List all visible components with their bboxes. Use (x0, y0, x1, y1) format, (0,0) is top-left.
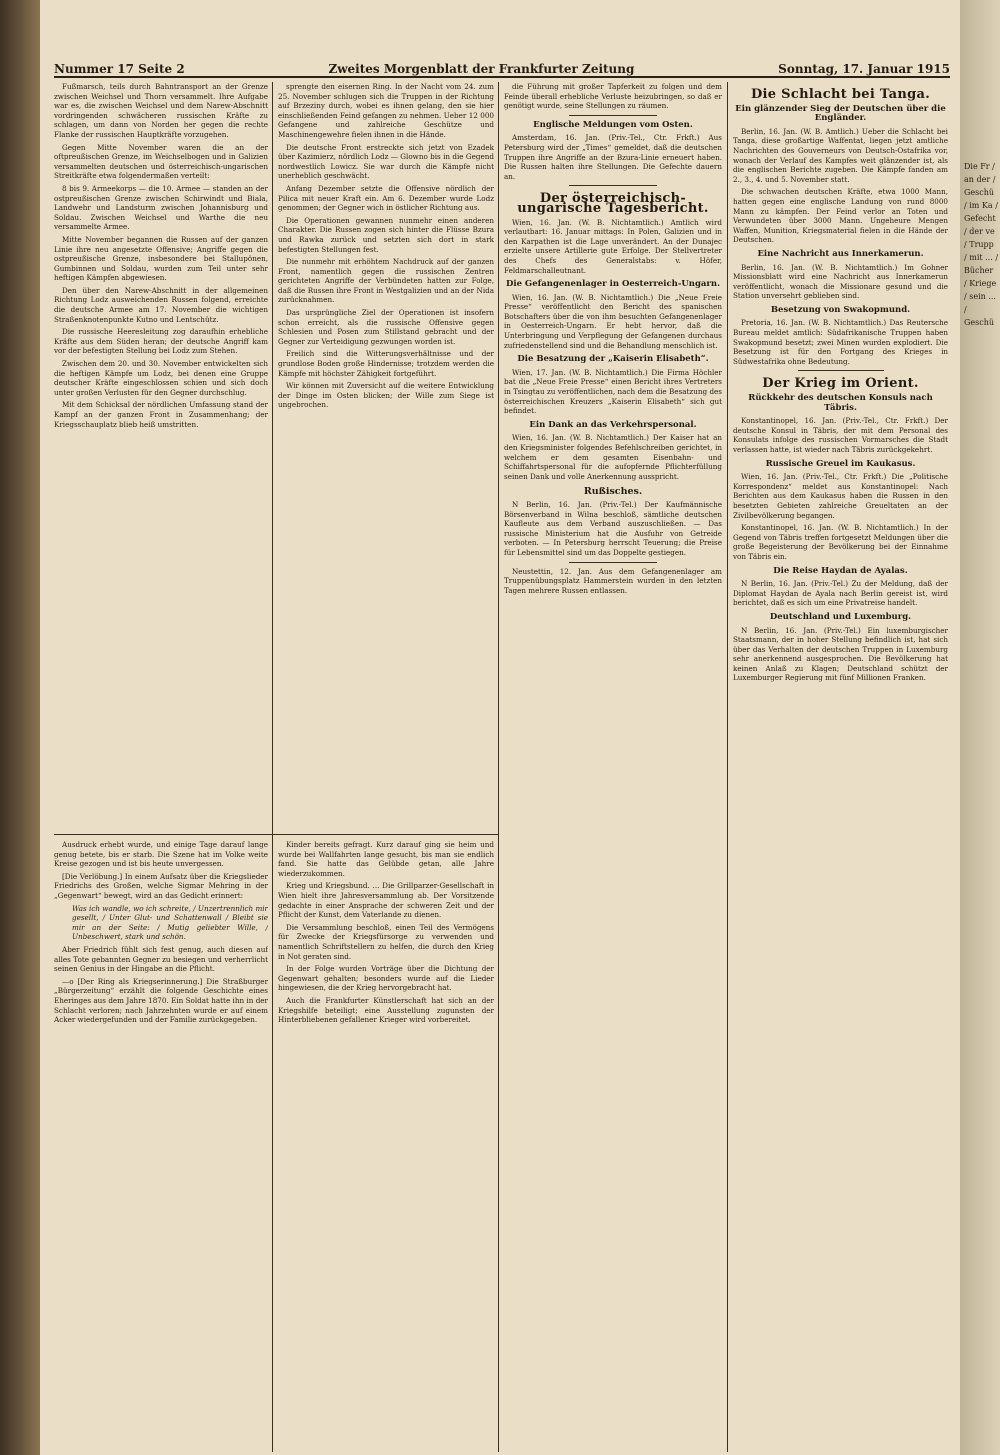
article-paragraph: Die russische Heeresleitung zog daraufhin erhebliche Kräfte aus dem Süden heran; der deutsche Angriff kam vor der befestigten Stellung bei Lodz zum Stehen. (54, 327, 268, 356)
header-date: Sonntag, 17. Januar 1915 (778, 62, 950, 76)
article-paragraph: Wien, 16. Jan. (W. B. Nichtamtlich.) Die „Neue Freie Presse“ veröffentlicht den Bericht des spanischen Botschafters über die von ihm besuchten Gefangenenlager in Oesterreich-Ungarn. Er hebt hervor, daß die Unterbringung und Verpflegung der Gefangenen durchaus zufriedenstellend sind und die Behandlung menschlich ist. (504, 292, 722, 350)
article-paragraph: Berlin, 16. Jan. (W. B. Nichtamtlich.) Im Gohner Missionsblatt wird eine Nachricht aus Innerkamerun veröffentlicht, wonach die Missionare gesund und die Station unversehrt geblieben sind. (733, 262, 948, 301)
column-4 (733, 82, 948, 1422)
article-paragraph: Fußmarsch, teils durch Bahntransport an der Grenze zwischen Weichsel und Thorn versammelt. Ihre Aufgabe war es, die zwischen Weichsel und dem Narew-Abschnitt vordringenden schwächeren russischen Kräfte zu schlagen, um dann von Norden her gegen die rechte Flanke der russischen Hauptkräfte vorzugehen. (54, 82, 268, 139)
separator (569, 115, 656, 116)
article-paragraph: Das ursprüngliche Ziel der Operationen ist insofern schon erreicht, als die russische Offensive gegen Schlesien und Posen zum Stillstand gebracht und der Gegner zur Verteidigung gezwungen worden ist. (278, 308, 494, 346)
article-paragraph: Pretoria, 16. Jan. (W. B. Nichtamtlich.) Das Reutersche Bureau meldet amtlich: Südafrikanische Truppen haben Swakopmund besetzt; zwei Minen wurden explodiert. Die Besetzung ist für den Fortgang des Krieges in Südwestafrika ohne Bedeutung. (733, 318, 948, 366)
article-paragraph: Mit dem Schicksal der nördlichen Umfassung stand der Kampf an der ganzen Front in Zusammenhang; der Kriegsschauplatz blieb heiß umstritten. (54, 400, 268, 429)
feuilleton-paragraph: In der Folge wurden Vorträge über die Dichtung der Gegenwart gehalten; besonders wurde auf die Lieder hingewiesen, die der Krieg hervorgebracht hat. (278, 964, 494, 993)
article-paragraph: Die schwachen deutschen Kräfte, etwa 1000 Mann, hatten gegen eine englische Landung von rund 8000 Mann zu kämpfen. Der Feind verlor an Toten und Verwundeten über 3000 Mann. Ungeheure Mengen Waffen, Munition, Kriegsmaterial fielen in die Hände der Deutschen. (733, 187, 948, 245)
feuilleton-paragraph: Die Versammlung beschloß, einen Teil des Vermögens für Zwecke der Kriegsfürsorge zu verwenden und namentlich Schriftstellern zu helfen, die durch den Krieg in Not geraten sind. (278, 922, 494, 961)
feuilleton-column-a (54, 840, 268, 1415)
article-paragraph: 8 bis 9. Armeekorps — die 10. Armee — standen an der ostpreußischen Grenze zwischen Schirwindt und Biala, Landwehr und Landsturm zwischen Johannisburg und Soldau. Zwischen Weichsel und Warthe die neu versammelte Armee. (54, 183, 268, 232)
article-paragraph: Wir können mit Zuversicht auf die weitere Entwicklung der Dinge im Osten blicken; der Wille zum Siege ist ungebrochen. (278, 381, 494, 410)
article-paragraph: Zwischen dem 20. und 30. November entwickelten sich die heftigen Kämpfe um Lodz, bei denen eine Gruppe deutscher Kräfte eingeschlossen schien und sich doch unter großen Verlusten für den Gegner durchschlug. (54, 359, 268, 397)
separator (569, 562, 656, 563)
separator (798, 370, 884, 371)
article-paragraph: Wien, 16. Jan. (Priv.-Tel., Ctr. Frkft.) Die „Politische Korrespondenz“ meldet aus Konstantinopel: Nach Berichten aus dem Kaukasus haben die Russen in den besetzten Gebieten zahlreiche Greueltaten an der Zivilbevölkerung begangen. (733, 472, 948, 520)
article-paragraph: Neustettin, 12. Jan. Aus dem Gefangenenlager am Truppenübungsplatz Hammerstein wurden in den letzten Tagen mehrere Russen entlassen. (504, 566, 722, 595)
headline-inner-kamerun: Eine Nachricht aus Innerkamerun. (757, 248, 924, 259)
feuilleton-paragraph: Ausdruck erhebt wurde, und einige Tage darauf lange genug betete, bis er starb. Die Szene hat im Volke weite Kreise gezogen und ist bis heute unvergessen. (54, 840, 268, 869)
feuilleton-paragraph: Auch die Frankfurter Künstlerschaft hat sich an der Kriegshilfe beteiligt; eine Ausstellung zugunsten der Hinterbliebenen gefallener Krieger wird vorbereitet. (278, 995, 494, 1025)
article-paragraph: Berlin, 16. Jan. (W. B. Amtlich.) Ueber die Schlacht bei Tanga, diese großartige Waffentat, liegen jetzt amtliche Nachrichten des Gouverneurs von Deutsch-Ostafrika vor, wonach der Verlauf des Kampfes weit glänzender ist, als die englischen Berichte zugeben. Die Kämpfe fanden am 2., 3., 4. und 5. November statt. (733, 126, 948, 184)
header-page-number: Nummer 17 Seite 2 (54, 62, 185, 76)
subheadline-tanga: Ein glänzender Sieg der Deutschen über die Engländer. (735, 103, 946, 124)
article-paragraph: Die Operationen gewannen nunmehr einen anderen Charakter. Die Russen zogen sich hinter die Flüsse Bzura und Rawka zurück und setzten sich dort in stark befestigten Stellungen fest. (278, 215, 494, 254)
headline-orient-war: Der Krieg im Orient. (762, 376, 919, 392)
facing-page-edge (960, 0, 1000, 1455)
feuilleton-paragraph: [Die Verlöbung.] In einem Aufsatz über die Kriegslieder Friedrichs des Großen, welche Sigmar Mehring in der „Gegenwart“ bewegt, wird an das Gedicht erinnert: (54, 871, 268, 900)
column-3 (504, 82, 722, 1422)
headline-prison-camps: Die Gefangenenlager in Oesterreich-Ungarn. (505, 279, 721, 290)
feuilleton-paragraph: —o [Der Ring als Kriegserinnerung.] Die Straßburger „Bürgerzeitung“ erzählt die folgende Geschichte eines Eheringes aus dem Jahre 1870. Ein Soldat hatte ihn in der Schlacht verloren; nach Jahrzehnten wurde er auf einem Acker wiedergefunden und der Familie zurückgegeben. (54, 976, 268, 1025)
feuilleton-paragraph: Kinder bereits gefragt. Kurz darauf ging sie heim und wurde bei Wallfahrten lange gesucht, bis man sie endlich fand. Sie hatte das Gelübde getan, alle Jahre wiederzukommen. (278, 840, 494, 878)
article-paragraph: Konstantinopel, 16. Jan. (Priv.-Tel., Ctr. Frkft.) Der deutsche Konsul in Täbris, der mit dem Personal des Konsulats infolge des russischen Vormarsches die Stadt verlassen hatte, ist wieder nach Täbris zurückgekehrt. (733, 416, 948, 454)
book-binding (0, 0, 40, 1455)
feuilleton-rule (54, 834, 498, 835)
article-paragraph: Konstantinopel, 16. Jan. (W. B. Nichtamtlich.) In der Gegend von Täbris treffen fortgesetzt Meldungen über die große Begeisterung der Bevölkerung bei der Einnahme von Täbris ein. (733, 523, 948, 561)
poem: Was ich wandle, wo ich schreite, / Unzertrennlich mir gesellt, / Unter Glut- und Schattenwall / Bleibt sie mir an der Seite: / Mutig geliebter Wille, / Unbeschwert, stark und schön. (72, 903, 268, 942)
article-paragraph: die Führung mit großer Tapferkeit zu folgen und dem Feinde überall erhebliche Verluste beizubringen, so daß er genötigt wurde, seine Stellungen zu räumen. (504, 82, 722, 111)
column-divider (272, 82, 273, 1452)
headline-austrian-report: Der österreichisch-ungarische Tagesbericht. (517, 191, 709, 216)
column-1 (54, 82, 268, 830)
feuilleton-paragraph: Krieg und Kriegsbund. ... Die Grillparzer-Gesellschaft in Wien hielt ihre Jahresversammlung ab. Der Vorsitzende gedachte in einer Ansprache der schweren Zeit und der Pflicht der Kunst, dem Vaterlande zu dienen. (278, 881, 494, 920)
article-paragraph: Die nunmehr mit erhöhtem Nachdruck auf der ganzen Front, namentlich gegen die russischen Zentren gerichteten Angriffe der Verbündeten hatten zur Folge, daß die Russen ihre Front in Westgalizien und an der Nida zurücknahmen. (278, 257, 494, 305)
headline-ayala-trip: Die Reise Haydan de Ayalas. (773, 565, 908, 576)
article-paragraph: Wien, 17. Jan. (W. B. Nichtamtlich.) Die Firma Höchler bat die „Neue Freie Presse“ einen Bericht ihres Vertreters in Tsingtau zu veröffentlichen, nach dem die Besatzung des österreichischen Kreuzers „Kaiserin Elisabeth“ sich gut befindet. (504, 367, 722, 416)
article-paragraph: Mitte November begannen die Russen auf der ganzen Linie ihre neu angesetzte Offensive; Angriffe gegen die ostpreußische Grenze, insbesondere bei Stallupönen, Gumbinnen und Soldau, wurden zum Teil unter sehr heftigen Kämpfen abgewiesen. (54, 234, 268, 283)
article-paragraph: Anfang Dezember setzte die Offensive nördlich der Pilica mit neuer Kraft ein. Am 6. Dezember wurde Lodz genommen; der Gegner wich in östlicher Richtung aus. (278, 183, 494, 213)
article-paragraph: Freilich sind die Witterungsverhältnisse und der grundlose Boden große Hindernisse; trotzdem werden die Kämpfe mit höchster Zähigkeit fortgeführt. (278, 349, 494, 378)
headline-english-reports: Englische Meldungen vom Osten. (533, 119, 693, 130)
article-paragraph: Wien, 16. Jan. (W. B. Nichtamtlich.) Amtlich wird verlautbart: 16. Januar mittags: In Polen, Galizien und in den Karpathen ist die Lage unverändert. An der Dunajec erzielte unsere Artillerie gute Erfolge. Der Stellvertreter des Chefs des Generalstabs: v. Höfer, Feldmarschalleutnant. (504, 217, 722, 275)
headline-luxemburg: Deutschland und Luxemburg. (769, 611, 912, 622)
article-paragraph: Amsterdam, 16. Jan. (Priv.-Tel., Ctr. Frkft.) Aus Petersburg wird der „Times“ gemeldet, daß die deutschen Truppen ihre Angriffe an der Bzura-Linie erneuert haben. Die Russen halten ihre Stellungen. Die Gefechte dauern an. (504, 133, 722, 181)
article-paragraph: N Berlin, 16. Jan. (Priv.-Tel.) Der Kaufmännische Börsenverband in Wilna beschloß, sämtliche deutschen Kaufleute aus dem Verband auszuschließen. — Das russische Ministerium hat die Ausfuhr von Getreide verboten. — In Petersburg herrscht Teuerung; die Preise für Lebensmittel sind um das Doppelte gestiegen. (504, 499, 722, 557)
article-paragraph: Den über den Narew-Abschnitt in der allgemeinen Richtung Lodz ausweichenden Russen folgend, erreichte die deutsche Armee am 17. November die wichtigen Straßenknotenpunkte Kutno und Lentschütz. (54, 285, 268, 324)
column-2 (278, 82, 494, 830)
feuilleton-column-b (278, 840, 494, 1415)
headline-caucasus: Russische Greuel im Kaukasus. (765, 458, 916, 469)
headline-kaiserin-elisabeth: Die Besatzung der „Kaiserin Elisabeth“. (517, 354, 709, 365)
article-paragraph: Die deutsche Front erstreckte sich jetzt von Ezadek über Kazimierz, nördlich Lodz — Glowno bis in die Gegend nordwestlich Lowicz. Sie war durch die Kämpfe nicht unerheblich geschwächt. (278, 142, 494, 181)
feuilleton-paragraph: Aber Friedrich fühlt sich fest genug, auch diesen auf alles Tote gebannten Gegner zu besiegen und verherrlicht seinen Genius in der Hingabe an die Pflicht. (54, 944, 268, 974)
article-paragraph: Gegen Mitte November waren die an der oftpreußischen Grenze, im Weichselbogen und in Galizien versammelten deutschen und österreichisch-ungarischen Streitkräfte etwa folgendermaßen verteilt: (54, 142, 268, 181)
headline-russian-news: Rußisches. (583, 486, 643, 498)
page-header (54, 56, 950, 78)
column-divider (498, 82, 499, 1452)
newspaper-page (40, 0, 960, 1455)
article-paragraph: sprengte den eisernen Ring. In der Nacht vom 24. zum 25. November schlugen sich die Truppen in der Richtung auf Brzeziny durch, wobei es ihnen gelang, den sie hier einschließenden Feind gefangen zu nehmen. Ueber 12 000 Gefangene und zahlreiche Geschütze und Maschinengewehre fielen ihnen in die Hände. (278, 82, 494, 139)
header-paper-title: Zweites Morgenblatt der Frankfurter Zeitung (328, 62, 635, 76)
column-divider (727, 82, 728, 1452)
article-paragraph: Wien, 16. Jan. (W. B. Nichtamtlich.) Der Kaiser hat an den Kriegsminister folgendes Befehlschreiben gerichtet, in welchem er dem gesamten Eisenbahn- und Schiffahrtspersonal für die aufopfernde Pflichterfüllung seinen Dank und volle Anerkennung ausspricht. (504, 433, 722, 481)
headline-transport-thanks: Ein Dank an das Verkehrspersonal. (529, 419, 697, 430)
separator (569, 185, 656, 186)
article-paragraph: N Berlin, 16. Jan. (Priv.-Tel.) Zu der Meldung, daß der Diplomat Haydan de Ayala nach Berlin gereist ist, wird berichtet, daß es sich um eine Privatreise handelt. (733, 579, 948, 608)
article-paragraph: N Berlin, 16. Jan. (Priv.-Tel.) Ein luxemburgischer Staatsmann, der in hoher Stellung befindlich ist, hat sich über das Verhalten der deutschen Truppen in Luxemburg sehr anerkennend ausgesprochen. Die Bevölkerung hat keinen Anlaß zu Klagen; Deutschland schützt der Luxemburger Regierung mit fünf Millionen Franken. (733, 625, 948, 683)
facing-page-text: Die Fr / an der / Geschü / im Ka / Gefecht / der ve / Trupp / mit ... / Bücher / Kriege / sein ... / Geschü (964, 162, 999, 327)
headline-battle-tanga: Die Schlacht bei Tanga. (750, 87, 931, 102)
subheadline-taebris: Rückkehr des deutschen Konsuls nach Täbris. (748, 393, 933, 413)
headline-swakopmund: Besetzung von Swakopmund. (770, 304, 911, 315)
